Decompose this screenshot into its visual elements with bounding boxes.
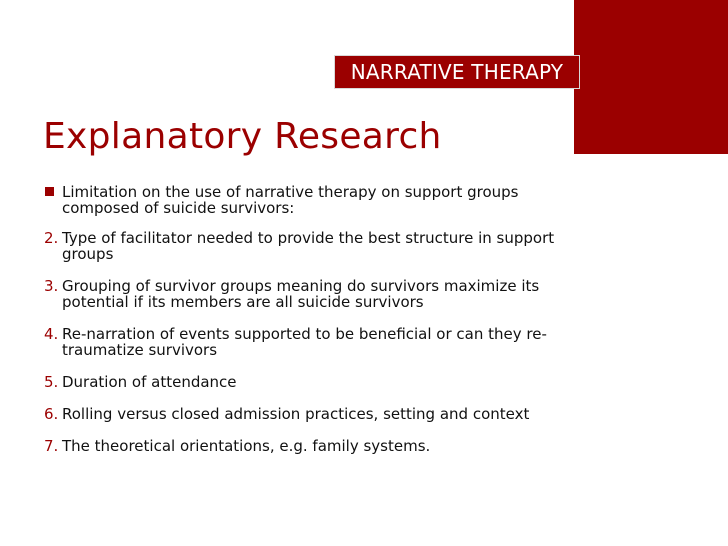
list-item-text: Re-narration of events supported to be beneficial or can they re-traumatize survivors xyxy=(62,325,547,359)
list-item-text: Duration of attendance xyxy=(62,373,237,391)
corner-accent-block xyxy=(574,0,728,154)
list-item-text: Limitation on the use of narrative therapy on support groups composed of suicide survivors: xyxy=(62,183,519,217)
list-item xyxy=(44,184,564,216)
slide-title: Explanatory Research xyxy=(43,116,442,157)
list-item-number: 6. xyxy=(44,405,59,423)
list-item xyxy=(44,326,564,358)
section-banner: NARRATIVE THERAPY xyxy=(334,55,580,89)
bullet-list xyxy=(44,184,564,470)
list-item-text: The theoretical orientations, e.g. family systems. xyxy=(62,437,431,455)
list-item-number: 3. xyxy=(44,277,59,295)
list-item-text: Rolling versus closed admission practices, setting and context xyxy=(62,405,530,423)
list-item xyxy=(44,230,564,262)
list-item-text: Type of facilitator needed to provide the best structure in support groups xyxy=(62,229,555,263)
list-item xyxy=(44,406,564,422)
square-bullet-icon xyxy=(45,187,54,196)
list-item xyxy=(44,374,564,390)
list-item xyxy=(44,438,564,454)
list-item xyxy=(44,278,564,310)
list-item-text: Grouping of survivor groups meaning do survivors maximize its potential if its members are all suicide survivors xyxy=(62,277,540,311)
list-item-number: 4. xyxy=(44,325,59,343)
list-item-number: 5. xyxy=(44,373,59,391)
list-item-number: 2. xyxy=(44,229,59,247)
list-item-number: 7. xyxy=(44,437,59,455)
